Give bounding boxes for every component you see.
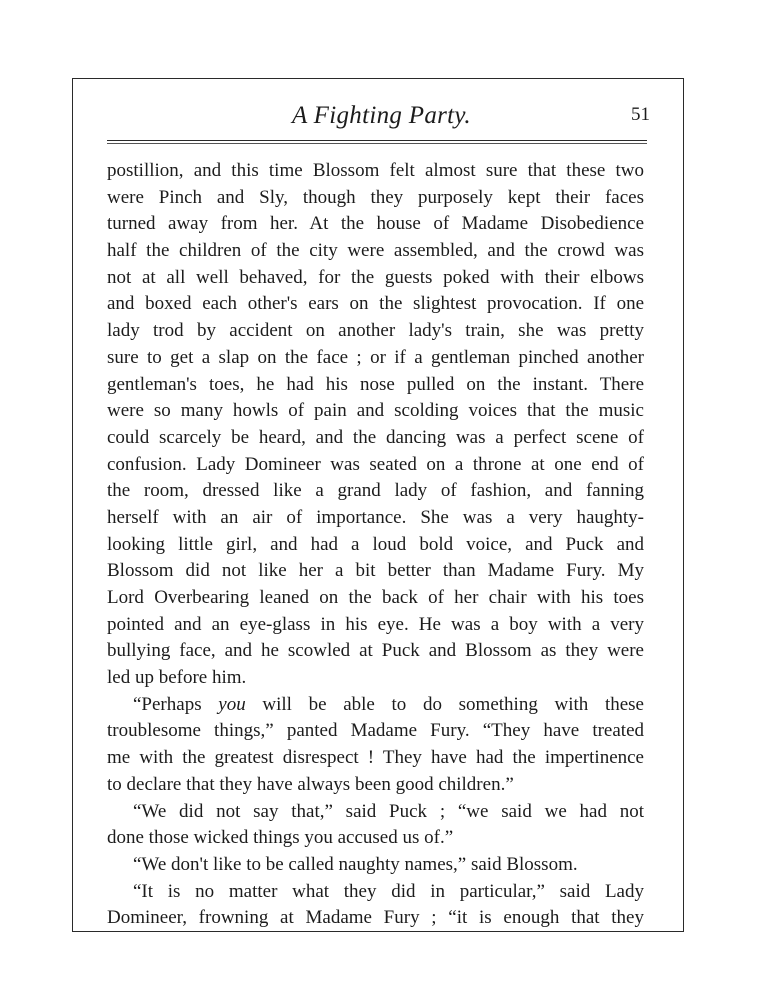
text-line: lady trod by accident on another lady's train, she was pretty xyxy=(107,320,644,342)
text-line: confusion. Lady Domineer was seated on a throne at one end of xyxy=(107,453,644,475)
text-line: the room, dressed like a grand lady of fashion, and fanning xyxy=(107,480,644,502)
text-line: Lord Overbearing leaned on the back of her chair with his toes xyxy=(107,587,644,608)
text-line: led up before him. xyxy=(107,667,247,689)
running-title: A Fighting Party. xyxy=(292,102,471,129)
text-line: and boxed each other's ears on the slightest provocation. If one xyxy=(107,293,644,315)
text-line: to declare that they have always been good children.” xyxy=(107,773,514,795)
text-segment: “Perhaps xyxy=(133,693,219,715)
text-line: herself with an air of importance. She was a very haughty- xyxy=(107,506,644,528)
text-line: “We did not say that,” said Puck ; “we said we had not xyxy=(133,800,644,822)
body-text xyxy=(107,158,644,932)
text-line: not at all well behaved, for the guests poked with their elbows xyxy=(107,266,644,288)
text-line: half the children of the city were assembled, and the crowd was xyxy=(107,240,644,262)
text-segment: will be able to do something with these xyxy=(245,693,644,715)
page-header xyxy=(0,100,763,134)
emphasis: you xyxy=(218,693,246,715)
text-line: Domineer, frowning at Madame Fury ; “it is enough that they xyxy=(107,907,644,929)
text-line: “We don't like to be called naughty names,” said Blossom. xyxy=(133,853,578,875)
text-line: turned away from her. At the house of Madame Disobedience xyxy=(107,213,644,235)
page-number: 51 xyxy=(631,104,650,125)
text-line: were Pinch and Sly, though they purposely kept their faces xyxy=(107,186,644,208)
text-line: Blossom did not like her a bit better than Madame Fury. My xyxy=(107,560,644,582)
text-line: “It is no matter what they did in particular,” said Lady xyxy=(133,880,644,902)
text-line: troublesome things,” panted Madame Fury. “They have treated xyxy=(107,720,644,742)
text-line: me with the greatest disrespect ! They have had the impertinence xyxy=(107,747,644,769)
text-line: were so many howls of pain and scolding voices that the music xyxy=(107,400,644,422)
header-rule xyxy=(107,140,647,141)
text-line: could scarcely be heard, and the dancing was a perfect scene of xyxy=(107,426,644,448)
text-line: gentleman's toes, he had his nose pulled on the instant. There xyxy=(107,373,644,395)
text-line: looking little girl, and had a loud bold voice, and Puck and xyxy=(107,533,644,555)
text-line: postillion, and this time Blossom felt almost sure that these two xyxy=(107,160,644,181)
header-rule-thin xyxy=(107,143,647,144)
text-line xyxy=(107,692,644,719)
text-line: sure to get a slap on the face ; or if a gentleman pinched another xyxy=(107,346,644,368)
text-line: pointed and an eye-glass in his eye. He was a boy with a very xyxy=(107,613,644,635)
text-line: bullying face, and he scowled at Puck and Blossom as they were xyxy=(107,640,644,662)
text-line: done those wicked things you accused us of.” xyxy=(107,827,454,849)
